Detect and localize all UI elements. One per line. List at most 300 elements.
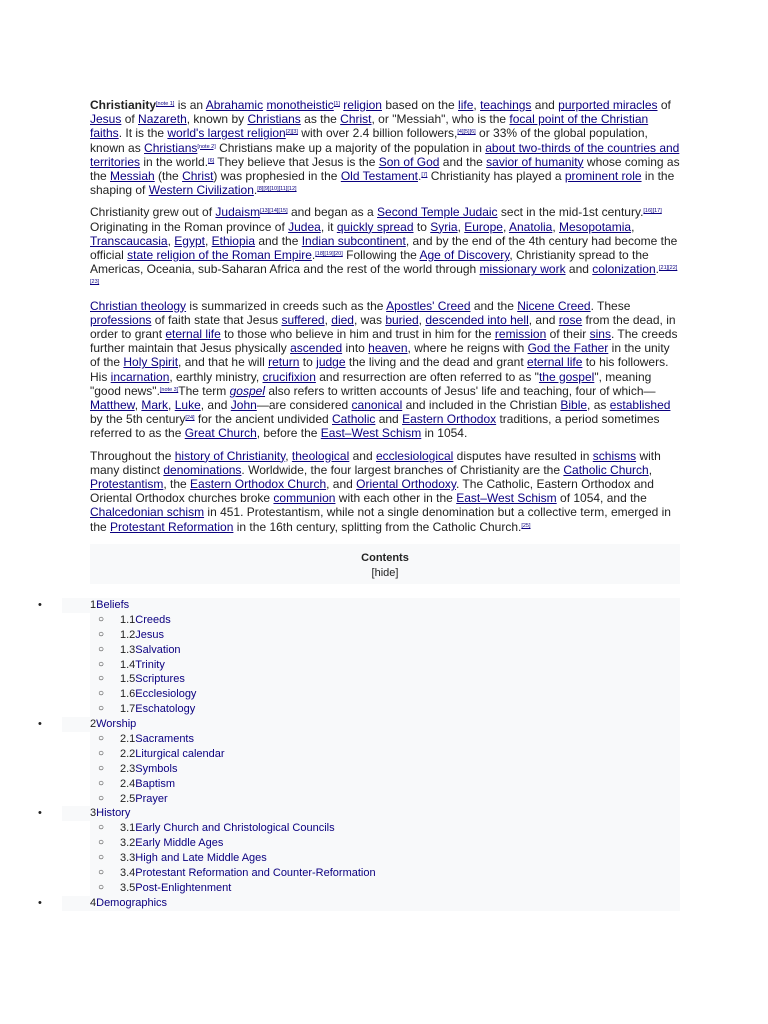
toc-number: 1.3 bbox=[120, 643, 136, 656]
toc-link[interactable]: Prayer bbox=[135, 792, 168, 805]
citation-link[interactable]: [8][9][10][11][12] bbox=[257, 186, 297, 193]
text-run: , bbox=[168, 398, 175, 413]
text-run: and bbox=[375, 412, 403, 427]
text-run: , it bbox=[320, 219, 337, 234]
text-run: , where he reigns with bbox=[407, 341, 528, 356]
wiki-link[interactable]: Nazareth bbox=[138, 112, 187, 127]
toc-link[interactable]: Creeds bbox=[135, 613, 171, 626]
toc-number: 3.3 bbox=[120, 852, 136, 865]
wiki-link[interactable]: focal point of the Christian faiths bbox=[90, 112, 649, 141]
citation-link[interactable]: [7] bbox=[421, 172, 428, 179]
bullet-circle-icon: ○ bbox=[98, 733, 105, 745]
toc-item-text bbox=[120, 792, 168, 807]
text-run: and bbox=[565, 262, 593, 277]
citation-link[interactable]: [4][5][6] bbox=[457, 129, 476, 136]
wiki-link[interactable]: descended into hell bbox=[425, 312, 529, 327]
wiki-link[interactable]: eternal life bbox=[165, 327, 221, 342]
toc-number: 1.7 bbox=[120, 703, 136, 716]
citation-link[interactable]: [note 3] bbox=[159, 386, 179, 393]
bullet-disc-icon: • bbox=[38, 807, 42, 820]
toc-item-sacraments[interactable] bbox=[90, 732, 680, 747]
article-paragraph bbox=[90, 98, 680, 197]
text-run: , and that he will bbox=[178, 355, 269, 370]
citation-link[interactable]: [18][19][20] bbox=[315, 251, 343, 258]
toc-hide-toggle[interactable]: [hide] bbox=[371, 566, 399, 579]
wiki-link[interactable]: Great Church bbox=[184, 426, 257, 441]
text-run: , before the bbox=[256, 426, 321, 441]
citation-link[interactable]: [13][14][15] bbox=[260, 208, 288, 215]
text-run: with over 2.4 billion followers, bbox=[297, 126, 458, 141]
citation-link[interactable]: [note 2] bbox=[197, 143, 216, 150]
text-run: , and bbox=[200, 398, 231, 413]
text-run: , bbox=[418, 312, 426, 327]
text-run: to his followers. His bbox=[90, 355, 669, 384]
text-run: into bbox=[342, 341, 369, 356]
wiki-link[interactable]: religion bbox=[343, 98, 382, 112]
wiki-link[interactable]: incarnation bbox=[110, 369, 170, 384]
text-run: to those who believe in him and trust in him for the bbox=[220, 327, 495, 342]
text-run: , bbox=[285, 448, 292, 463]
article-body bbox=[90, 98, 680, 584]
wiki-link[interactable]: ascended bbox=[290, 341, 343, 356]
text-run: is summarized in creeds such as the bbox=[186, 298, 387, 313]
text-run: from the dead, in order to grant bbox=[90, 312, 676, 342]
wiki-link[interactable]: suffered bbox=[281, 312, 325, 327]
text-run: , bbox=[457, 219, 465, 234]
toc-number: 1.4 bbox=[120, 658, 136, 671]
bullet-disc-icon: • bbox=[38, 599, 42, 611]
toc-list bbox=[0, 598, 680, 911]
text-run: . bbox=[417, 169, 422, 184]
text-run: for the ancient undivided bbox=[194, 412, 333, 427]
toc-link[interactable]: Demographics bbox=[96, 896, 168, 909]
toc-link[interactable]: Early Middle Ages bbox=[135, 837, 224, 850]
wiki-link[interactable]: Christians bbox=[144, 140, 198, 155]
bullet-disc-icon: • bbox=[38, 718, 42, 731]
bullet-circle-icon: ○ bbox=[98, 643, 105, 655]
text-run: Christianity grew out of bbox=[90, 205, 216, 220]
toc-number: 2.2 bbox=[120, 747, 136, 760]
text-run: . bbox=[655, 262, 659, 277]
toc-number: 2.4 bbox=[120, 777, 136, 790]
wiki-link[interactable]: God the Father bbox=[527, 341, 609, 356]
text-run: They believe that Jesus is the bbox=[214, 154, 379, 169]
text-run: and the bbox=[439, 154, 487, 169]
text-run: to bbox=[413, 219, 431, 234]
wiki-link[interactable]: Son of God bbox=[378, 154, 440, 169]
text-run: , bbox=[134, 398, 142, 413]
wiki-link[interactable]: denominations bbox=[163, 462, 242, 477]
text-run: in the world. bbox=[140, 154, 209, 169]
wiki-link[interactable]: Oriental Orthodoxy bbox=[356, 477, 456, 492]
wiki-link[interactable]: Catholic Church bbox=[563, 462, 649, 477]
wiki-link[interactable]: Western Civilization bbox=[148, 183, 254, 198]
toc-link[interactable]: Sacraments bbox=[135, 733, 194, 746]
wiki-link[interactable]: Eastern Orthodox bbox=[402, 412, 497, 427]
bullet-circle-icon: ○ bbox=[98, 628, 105, 640]
toc-item-jesus[interactable] bbox=[90, 628, 680, 643]
article-paragraphs bbox=[90, 98, 680, 534]
wiki-link[interactable]: Bible bbox=[560, 398, 588, 413]
text-run: , bbox=[648, 462, 653, 477]
text-run: Christians make up a majority of the population in bbox=[215, 140, 486, 155]
wiki-link[interactable]: East–West Schism bbox=[456, 491, 557, 506]
toc-number: 3.4 bbox=[120, 867, 136, 880]
bullet-circle-icon: ○ bbox=[98, 867, 105, 879]
wiki-link[interactable]: schisms bbox=[592, 448, 637, 463]
wiki-link[interactable]: return bbox=[268, 355, 300, 370]
toc-item-text bbox=[120, 821, 335, 836]
toc-number: 2.5 bbox=[120, 792, 136, 805]
toc-link[interactable]: Beliefs bbox=[96, 599, 130, 611]
toc-number: 3 bbox=[90, 807, 97, 820]
text-run: based on the bbox=[381, 98, 459, 112]
citation-link[interactable]: [25] bbox=[521, 522, 531, 529]
wiki-link[interactable]: purported miracles bbox=[558, 98, 658, 112]
wiki-link[interactable]: gospel bbox=[229, 383, 265, 398]
toc-item-salvation[interactable] bbox=[90, 643, 680, 658]
toc-item-text bbox=[120, 747, 225, 762]
text-run: , bbox=[502, 219, 509, 234]
text-run: in the 16th century, splitting from the Catholic Church. bbox=[233, 519, 522, 534]
toc-item-trinity[interactable] bbox=[90, 658, 680, 673]
toc-item-ecclesiology[interactable] bbox=[90, 687, 680, 702]
wiki-link[interactable]: Mark bbox=[141, 398, 169, 413]
bullet-circle-icon: ○ bbox=[98, 747, 105, 759]
citation-link[interactable]: [1] bbox=[333, 101, 340, 107]
toc-number: 1.6 bbox=[120, 688, 136, 701]
citation-link[interactable]: [16][17] bbox=[643, 208, 662, 215]
toc-item-text bbox=[90, 896, 167, 911]
bullet-circle-icon: ○ bbox=[98, 852, 105, 864]
toc-link[interactable]: Jesus bbox=[135, 628, 165, 641]
wiki-link[interactable]: Anatolia bbox=[508, 219, 553, 234]
text-run: whose coming as the bbox=[90, 154, 680, 184]
wiki-link[interactable]: Holy Spirit bbox=[123, 355, 179, 370]
toc-item-early-church-and-christological-councils[interactable] bbox=[90, 821, 680, 836]
text-run: in 1054. bbox=[421, 426, 468, 441]
toc-item-text bbox=[120, 672, 185, 687]
wiki-link[interactable]: theological bbox=[291, 448, 350, 463]
wiki-link[interactable]: Europe bbox=[464, 219, 503, 234]
wiki-link[interactable]: sins bbox=[589, 327, 611, 342]
citation-link[interactable]: [21][22][23] bbox=[90, 265, 678, 286]
wiki-link[interactable]: buried bbox=[385, 312, 419, 327]
wiki-link[interactable]: East–West Schism bbox=[320, 426, 422, 441]
toc-number: 3.5 bbox=[120, 881, 136, 894]
toc-item-text bbox=[120, 628, 164, 643]
text-run: to bbox=[299, 355, 317, 370]
wiki-link[interactable]: Age of Discovery bbox=[419, 248, 510, 263]
wiki-link[interactable]: Abrahamic bbox=[205, 98, 264, 112]
wiki-link[interactable]: judge bbox=[316, 355, 346, 370]
wiki-link[interactable]: the gospel bbox=[538, 369, 595, 384]
text-run: in 451. Protestantism, while not a single denomination but a collective term, emerged in the bbox=[90, 505, 671, 534]
wiki-link[interactable]: canonical bbox=[351, 398, 403, 413]
toc-link[interactable]: Scriptures bbox=[135, 673, 185, 686]
wiki-link[interactable]: Nicene Creed bbox=[517, 298, 591, 313]
wiki-link[interactable]: quickly spread bbox=[336, 219, 414, 234]
toc-link[interactable]: Early Church and Christological Councils bbox=[135, 822, 335, 835]
wiki-link[interactable]: Protestant Reformation bbox=[110, 519, 234, 534]
text-run: disputes have resulted in bbox=[453, 448, 593, 463]
citation-link[interactable]: [24] bbox=[185, 415, 195, 422]
wiki-link[interactable]: died bbox=[331, 312, 354, 327]
toc-item-high-and-late-middle-ages[interactable] bbox=[90, 851, 680, 866]
toc-item-liturgical-calendar[interactable] bbox=[90, 747, 680, 762]
toc-number: 3.1 bbox=[120, 822, 136, 835]
wiki-link[interactable]: monotheistic bbox=[266, 98, 334, 112]
wiki-link[interactable]: Eastern Orthodox Church bbox=[190, 477, 327, 492]
text-run: of their bbox=[546, 327, 590, 342]
text-run: ) was prophesied in the bbox=[213, 169, 341, 184]
wiki-link[interactable]: state religion of the Roman Empire bbox=[127, 248, 312, 263]
wiki-link[interactable]: about two-thirds of the countries and territories bbox=[90, 140, 680, 169]
toc-number: 2 bbox=[90, 718, 97, 731]
article-paragraph bbox=[90, 205, 680, 290]
wiki-link[interactable]: Judea bbox=[288, 219, 321, 234]
toc-link[interactable]: Trinity bbox=[135, 658, 165, 671]
text-run: of bbox=[121, 112, 139, 127]
wiki-link[interactable]: missionary work bbox=[479, 262, 566, 277]
text-run: , Christianity spread to the Americas, Oceania, sub-Saharan Africa and the rest of the world through bbox=[90, 248, 649, 277]
text-run: and resurrection are often referred to as " bbox=[315, 369, 539, 384]
toc-item-scriptures[interactable] bbox=[90, 672, 680, 687]
bullet-circle-icon: ○ bbox=[98, 822, 105, 834]
text-run: , bbox=[204, 233, 212, 248]
citation-link[interactable]: [6] bbox=[208, 157, 215, 164]
toc-item-text bbox=[120, 702, 195, 717]
text-run: as the bbox=[300, 112, 341, 127]
wiki-link[interactable]: professions bbox=[90, 312, 152, 327]
toc-item-post-enlightenment[interactable] bbox=[90, 881, 680, 896]
toc-number: 1.2 bbox=[120, 628, 136, 641]
toc-number: 4 bbox=[90, 896, 97, 909]
toc-link[interactable]: Salvation bbox=[135, 643, 181, 656]
text-run: the living and the dead and grant bbox=[345, 355, 528, 370]
toc-link[interactable]: Baptism bbox=[135, 777, 176, 790]
wiki-link[interactable]: heaven bbox=[368, 341, 408, 356]
toc-number: 2.3 bbox=[120, 762, 136, 775]
wiki-link[interactable]: savior of humanity bbox=[486, 154, 584, 169]
wiki-link[interactable]: history of Christianity bbox=[174, 448, 286, 463]
text-run: , bbox=[167, 233, 175, 248]
wiki-link[interactable]: established bbox=[609, 398, 671, 413]
toc-item-text bbox=[120, 777, 175, 792]
text-run: , bbox=[473, 98, 481, 112]
toc-item-symbols[interactable] bbox=[90, 762, 680, 777]
article-title-term: Christianity bbox=[90, 98, 157, 112]
text-run: , or "Messiah", who is the bbox=[371, 112, 510, 127]
text-run: . It is the bbox=[118, 126, 168, 141]
text-run: is an bbox=[174, 98, 206, 112]
text-run: by the 5th century bbox=[90, 412, 186, 427]
text-run: Following the bbox=[342, 248, 420, 263]
wiki-link[interactable]: Apostles' Creed bbox=[386, 298, 471, 313]
bullet-circle-icon: ○ bbox=[98, 658, 105, 670]
toc-item-protestant-reformation-and-counter-reformation[interactable] bbox=[90, 866, 680, 881]
text-run: or 33% of the global population, known as bbox=[90, 126, 648, 155]
wiki-link[interactable]: Protestantism bbox=[90, 477, 164, 492]
wiki-link[interactable]: world's largest religion bbox=[167, 126, 286, 141]
toc-link[interactable]: Eschatology bbox=[135, 703, 196, 716]
bullet-circle-icon: ○ bbox=[98, 688, 105, 700]
text-run: The term bbox=[178, 383, 230, 398]
toc-link[interactable]: Ecclesiology bbox=[135, 688, 197, 701]
wiki-link[interactable]: Luke bbox=[174, 398, 201, 413]
bullet-circle-icon: ○ bbox=[98, 837, 105, 849]
wiki-link[interactable]: Jesus bbox=[90, 112, 122, 127]
text-run: ", meaning "good news". bbox=[90, 369, 652, 398]
bullet-circle-icon: ○ bbox=[98, 792, 105, 804]
text-run: with each other in the bbox=[335, 491, 457, 506]
article-paragraph bbox=[90, 449, 680, 534]
toc-item-text bbox=[120, 643, 181, 658]
toc-link[interactable]: Symbols bbox=[135, 762, 178, 775]
wiki-link[interactable]: Mesopotamia bbox=[559, 219, 632, 234]
toc-title: Contents bbox=[361, 551, 409, 564]
toc-item-text bbox=[120, 687, 196, 702]
bullet-circle-icon: ○ bbox=[98, 613, 105, 625]
text-run: , as bbox=[587, 398, 610, 413]
text-run: , and bbox=[528, 312, 559, 327]
text-run: , the bbox=[163, 477, 191, 492]
bullet-circle-icon: ○ bbox=[98, 673, 105, 685]
toc-number: 1 bbox=[90, 599, 97, 611]
toc-item-eschatology[interactable] bbox=[90, 702, 680, 717]
wiki-link[interactable]: Syria bbox=[430, 219, 458, 234]
toc-item-text bbox=[120, 851, 267, 866]
wiki-link[interactable]: ecclesiological bbox=[375, 448, 454, 463]
toc-item-text bbox=[120, 866, 376, 881]
text-run: , bbox=[631, 219, 635, 234]
wiki-link[interactable]: Old Testament bbox=[340, 169, 418, 184]
toc-item-text bbox=[120, 658, 165, 673]
text-run: . bbox=[253, 183, 258, 198]
wiki-link[interactable]: Christ bbox=[340, 112, 372, 127]
toc-item-text bbox=[120, 732, 194, 747]
bullet-circle-icon: ○ bbox=[98, 881, 105, 893]
text-run: , known by bbox=[186, 112, 248, 127]
text-run: . bbox=[311, 248, 316, 263]
toc-item-early-middle-ages[interactable] bbox=[90, 836, 680, 851]
toc-link[interactable]: History bbox=[96, 807, 131, 820]
wiki-link[interactable]: Transcaucasia bbox=[90, 233, 168, 248]
text-run: Throughout the bbox=[90, 448, 175, 463]
wiki-link[interactable]: teachings bbox=[480, 98, 532, 112]
toc-item-history[interactable] bbox=[38, 806, 680, 821]
wiki-link[interactable]: eternal life bbox=[527, 355, 583, 370]
wiki-link[interactable]: crucifixion bbox=[262, 369, 316, 384]
text-run: in the shaping of bbox=[90, 169, 675, 198]
toc-item-text bbox=[120, 881, 231, 896]
wiki-link[interactable]: Matthew bbox=[90, 398, 135, 413]
text-run: sect in the mid-1st century. bbox=[497, 205, 644, 220]
wiki-link[interactable]: Indian subcontinent bbox=[301, 233, 406, 248]
toc-link[interactable]: Protestant Reformation and Counter-Reformation bbox=[135, 867, 376, 880]
toc-item-demographics[interactable] bbox=[38, 896, 680, 911]
toc-item-creeds[interactable] bbox=[90, 613, 680, 628]
wiki-link[interactable]: Christians bbox=[247, 112, 301, 127]
toc-item-text bbox=[90, 717, 136, 732]
toc-item-beliefs[interactable] bbox=[38, 598, 680, 613]
toc-link[interactable]: High and Late Middle Ages bbox=[135, 852, 267, 865]
wiki-link[interactable]: Ethiopia bbox=[211, 233, 255, 248]
text-run: and the bbox=[255, 233, 302, 248]
toc-number: 1.1 bbox=[120, 613, 136, 626]
text-run: and the bbox=[470, 298, 518, 313]
text-run: , and by the end of the 4th century had become the official bbox=[90, 233, 678, 263]
wiki-link[interactable]: remission bbox=[494, 327, 547, 342]
text-run: and began as a bbox=[287, 205, 378, 220]
toc-link[interactable]: Post-Enlightenment bbox=[135, 881, 232, 894]
text-run: and bbox=[531, 98, 559, 112]
article-paragraph bbox=[90, 299, 680, 441]
wiki-link[interactable]: Catholic bbox=[332, 412, 376, 427]
text-run: (the bbox=[154, 169, 183, 184]
wiki-link[interactable]: Christian theology bbox=[90, 298, 187, 313]
text-run: in the unity of the bbox=[90, 341, 670, 370]
citation-link[interactable]: [note 1] bbox=[156, 101, 175, 107]
citation-link[interactable]: [2][3] bbox=[285, 129, 298, 136]
wiki-link[interactable]: Chalcedonian schism bbox=[90, 505, 205, 520]
toc-number: 2.1 bbox=[120, 733, 136, 746]
text-run: Originating in the Roman province of bbox=[90, 219, 289, 234]
text-run: —are considered bbox=[256, 398, 352, 413]
text-run: . The creeds further maintain that Jesus physically bbox=[90, 327, 678, 356]
text-run: . Worldwide, the four largest branches of Christianity are the bbox=[241, 462, 564, 477]
text-run: , earthly ministry, bbox=[169, 369, 263, 384]
toc-item-text bbox=[120, 836, 223, 851]
text-run: of bbox=[657, 98, 671, 112]
bullet-circle-icon: ○ bbox=[98, 762, 105, 774]
wiki-link[interactable]: prominent role bbox=[564, 169, 642, 184]
table-of-contents bbox=[90, 544, 680, 584]
text-run: and included in the Christian bbox=[402, 398, 561, 413]
bullet-disc-icon: • bbox=[38, 896, 42, 909]
toc-item-baptism[interactable] bbox=[90, 777, 680, 792]
text-run: . The Catholic, Eastern Orthodox and Oriental Orthodox churches broke bbox=[90, 477, 654, 506]
toc-link[interactable]: Worship bbox=[96, 718, 137, 731]
wiki-link[interactable]: Egypt bbox=[174, 233, 205, 248]
toc-item-text bbox=[120, 762, 177, 777]
wiki-link[interactable]: communion bbox=[273, 491, 336, 506]
wiki-link[interactable]: John bbox=[230, 398, 257, 413]
text-run: also refers to written accounts of Jesus' life and teaching, four of which— bbox=[265, 383, 656, 398]
bullet-circle-icon: ○ bbox=[98, 777, 105, 789]
wiki-link[interactable]: Second Temple Judaic bbox=[377, 205, 498, 220]
text-run: , bbox=[552, 219, 560, 234]
toc-item-prayer[interactable] bbox=[90, 792, 680, 807]
text-run: traditions, a period sometimes referred to as the bbox=[90, 412, 660, 441]
toc-item-text bbox=[120, 613, 171, 628]
toc-item-worship[interactable] bbox=[38, 717, 680, 732]
wiki-link[interactable]: rose bbox=[558, 312, 583, 327]
bullet-circle-icon: ○ bbox=[98, 703, 105, 715]
wiki-link[interactable]: life bbox=[458, 98, 474, 112]
text-run: , was bbox=[353, 312, 386, 327]
wiki-link[interactable]: Messiah bbox=[110, 169, 155, 184]
text-run: and bbox=[349, 448, 376, 463]
text-run: Christianity has played a bbox=[427, 169, 565, 184]
toc-link[interactable]: Liturgical calendar bbox=[135, 747, 225, 760]
toc-item-text bbox=[90, 598, 129, 613]
wiki-link[interactable]: colonization bbox=[592, 262, 656, 277]
toc-item-text bbox=[90, 806, 130, 821]
wiki-link[interactable]: Judaism bbox=[215, 205, 261, 220]
text-run: . These bbox=[590, 298, 631, 313]
wiki-link[interactable]: Christ bbox=[182, 169, 214, 184]
